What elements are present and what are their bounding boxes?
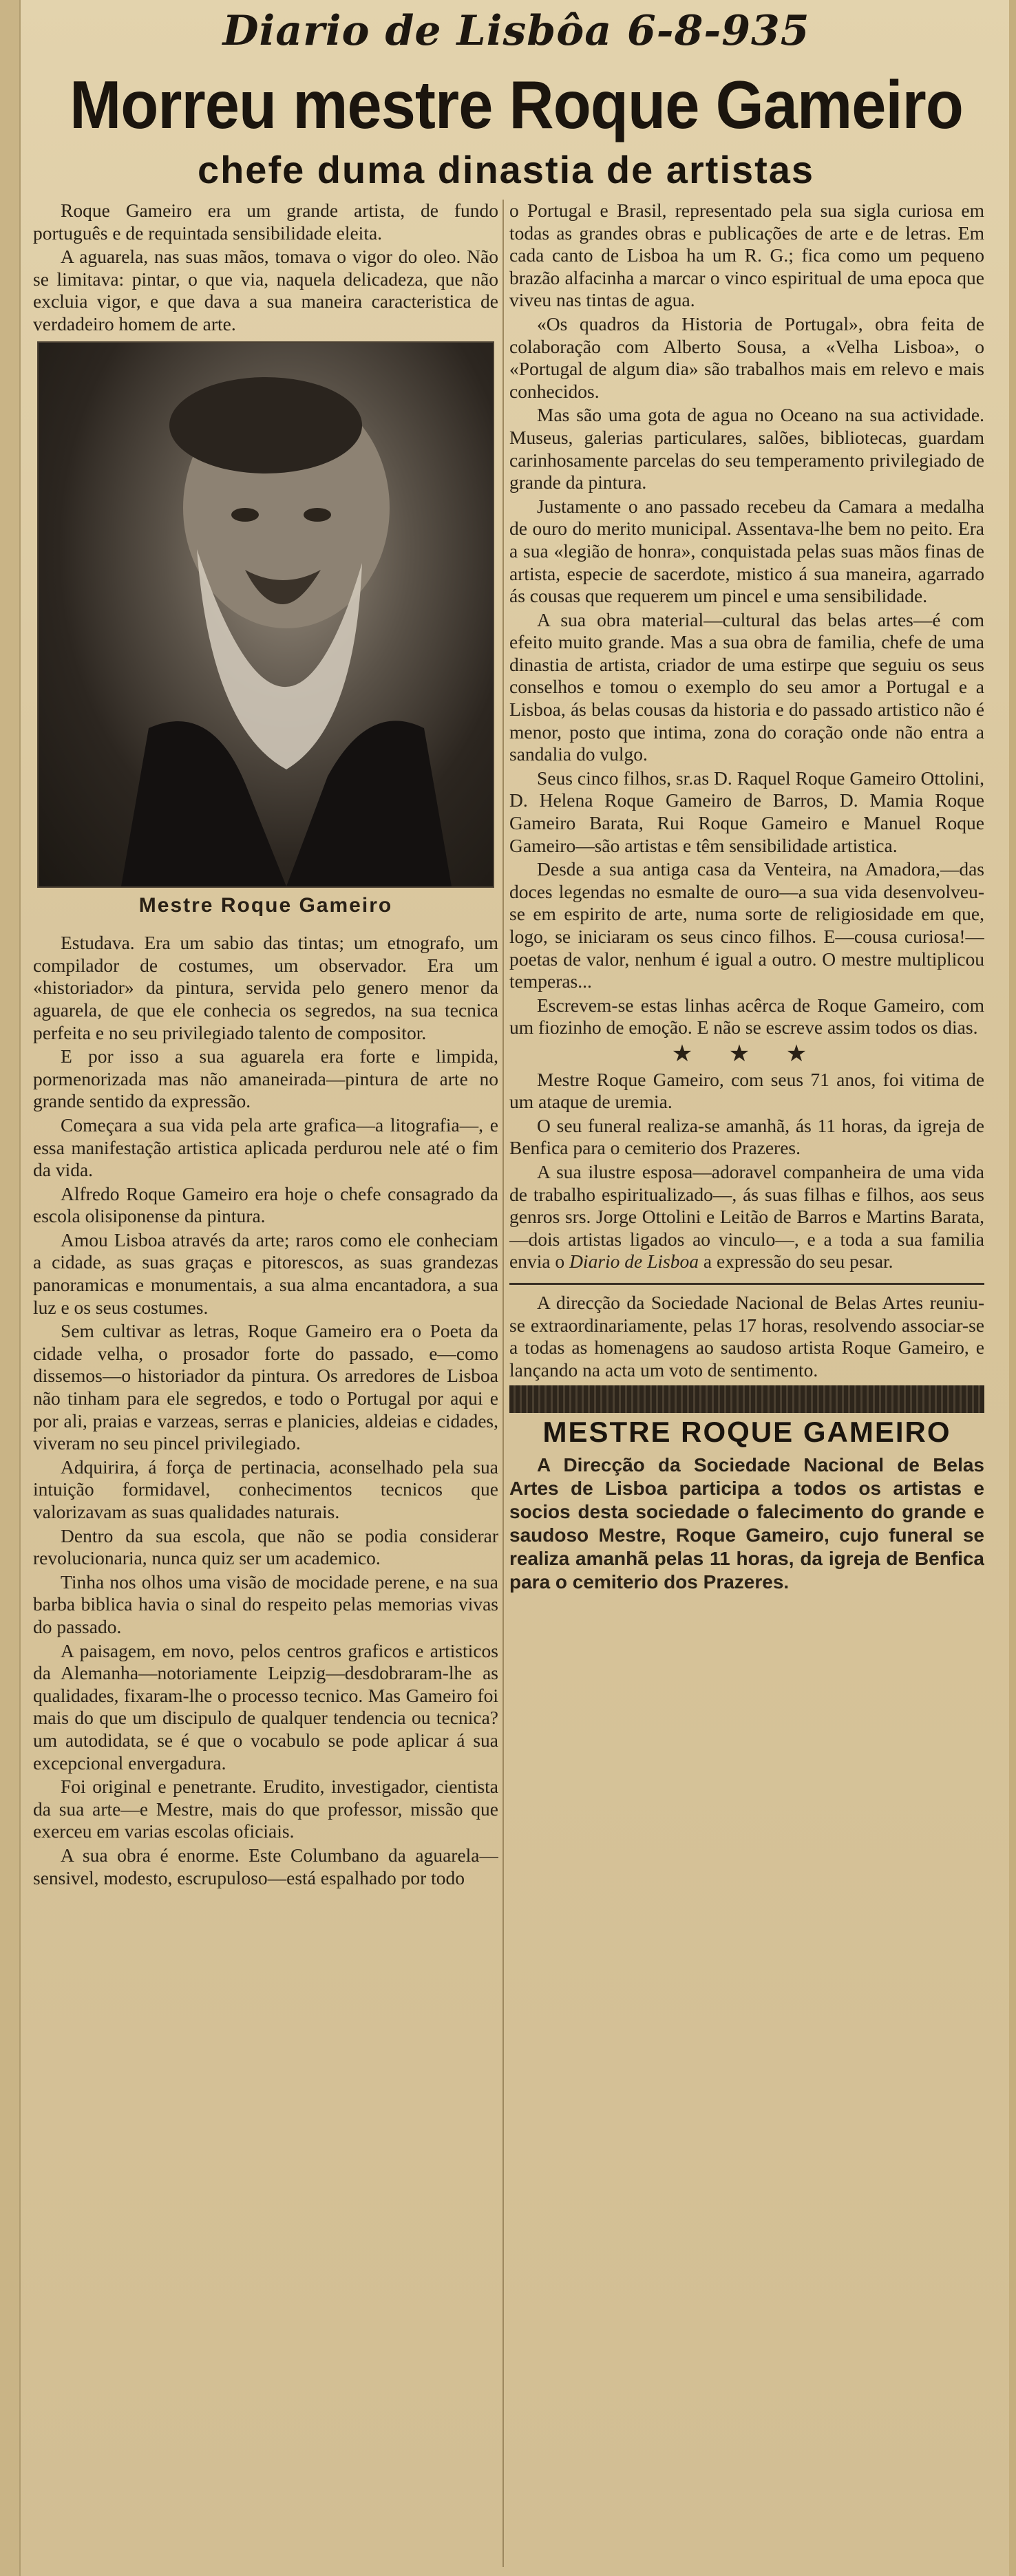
paragraph: o Portugal e Brasil, representado pela sua sigla curiosa em todas as grandes obras e publicações de arte e de letras. Em cada canto de Lisboa ha um R. G.; fica como um pequeno brazão alfacinha a marcar o vinco espiritual de uma epoca que viveu nas tintas de agua. <box>509 200 984 311</box>
paragraph: Estudava. Era um sabio das tintas; um etnografo, um compilador de costumes, um observador. Era um «historiador» da pintura, servida pelo genero menor da aguarela, de que ele conhecia os segredos, na sua tecnica perfeita e no seu privilegiado talento de compositor. <box>33 932 498 1043</box>
paragraph: Mestre Roque Gameiro, com seus 71 anos, foi vitima de um ataque de uremia. <box>509 1068 984 1113</box>
paragraph-text: A sua ilustre esposa—adoravel companheira de uma vida de trabalho espiritualizado—, ás suas filhas e filhos, aos seus genros srs. Jorge Ottolini e Leitão de Barros e Martins Barata,—dois artistas ligados ao vinculo—, e a toda a sua familia envia o <box>509 1160 984 1273</box>
paragraph: A sua obra é enorme. Este Columbano da aguarela—sensivel, modesto, escrupuloso—está espalhado por todo <box>33 1844 498 1888</box>
paragraph: «Os quadros da Historia de Portugal», obra feita de colaboração com Alberto Sousa, a «Velha Lisboa», o «Portugal de algum dia» são trabalhos mais em relevo e mais conhecidos. <box>509 312 984 402</box>
paragraph: Foi original e penetrante. Erudito, investigador, cientista da sua arte—e Mestre, mais do que professor, missão que exerceu em varias escolas oficiais. <box>33 1776 498 1842</box>
paragraph: Justamente o ano passado recebeu da Camara a medalha de ouro do merito municipal. Assentava-lhe bem no peito. Era a sua «legião de honra», conquistada pelas suas mãos finas de artista, especie de sacerdote, mistico á sua maneira, agarrado ás cousas que requerem um pincel e uma sensibilidade. <box>509 495 984 607</box>
paragraph: A aguarela, nas suas mãos, tomava o vigor do oleo. Não se limitava: pintar, o que via, naquela delicadeza, que não excluia vigor, e que dava a sua maneira caracteristica de verdadeiro homem de arte. <box>33 246 498 334</box>
paragraph: Dentro da sua escola, que não se podia considerar revolucionaria, nunca quiz ser um academico. <box>33 1524 498 1569</box>
notice-text: A Direcção da Sociedade Nacional de Belas Artes de Lisboa participa a todos os artistas e socios desta sociedade o falecimento do grande e saudoso Mestre, Roque Gameiro, cujo funeral se realiza amanhã pelas 11 horas, da igreja de Benfica para o cemiterio dos Prazeres. <box>509 1454 984 1593</box>
paragraph: Sem cultivar as letras, Roque Gameiro era o Poeta da cidade velha, o prosador forte do passado, e—como dissemos—o historiador da pintura. Os arredores de Lisboa não tinham para ele segredos, e todo o Portugal por aqui e por ali, praias e varzeas, serras e planicies, aldeias e cidades, viveram no seu pincel privilegiado. <box>33 1320 498 1454</box>
portrait-illustration <box>39 343 493 886</box>
paragraph: Seus cinco filhos, sr.as D. Raquel Roque Gameiro Ottolini, D. Helena Roque Gameiro de Barros, D. Mamia Roque Gameiro Barata, Rui Roque Gameiro e Manuel Roque Gameiro—são artistas e têm sensibilidade artistica. <box>509 767 984 856</box>
paragraph: O seu funeral realiza-se amanhã, ás 11 horas, da igreja de Benfica para o cemiterio dos Prazeres. <box>509 1114 984 1159</box>
paragraph <box>509 1161 984 1273</box>
adjacent-column-edge-right <box>1009 0 1016 2576</box>
divider-rule <box>509 1283 984 1285</box>
portrait-photo <box>37 341 494 888</box>
paragraph: E por isso a sua aguarela era forte e limpida, pormenorizada mas não amaneirada—pintura de arte no grande sentido da expressão. <box>33 1045 498 1112</box>
newspaper-name: Diario de Lisboa <box>569 1250 699 1273</box>
section-separator-stars: ★ ★ ★ <box>671 1041 823 1067</box>
column-divider <box>502 200 504 2567</box>
paragraph: A direcção da Sociedade Nacional de Belas Artes reuniu-se extraordinariamente, pelas 17 horas, resolvendo associar-se a todas as homenagens ao saudoso artista Roque Gameiro, e lançando na acta um voto de sentimento. <box>509 1291 984 1381</box>
paragraph: Amou Lisboa através da arte; raros como ele conheciam a cidade, as suas graças e pitorescos, as suas grandezas panoramicas e monumentais, a sua alma encantadora, a sua luz e os seus costumes. <box>33 1228 498 1318</box>
paragraph-text: a expressão do seu pesar. <box>699 1250 893 1273</box>
notice-banner-bar <box>509 1385 984 1413</box>
masthead: Diario de Lisbôa 6-8-935 <box>222 7 810 55</box>
paragraph: Desde a sua antiga casa da Venteira, na Amadora,—das doces legendas no esmalte de ouro—a sua vida desenvolveu-se em espirito de arte, numa sorte de religiosidade em que, logo, se iniciaram os seus cinco filhos. E—cousa curiosa!—poetas de valor, nenhum é igual a outro. O mestre multiplicou temperas... <box>509 858 984 992</box>
subheadline: chefe duma dinastia de artistas <box>197 148 815 191</box>
article-column-2 <box>509 200 984 2567</box>
adjacent-column-edge <box>0 0 21 2576</box>
paragraph: Adquirira, á força de pertinacia, aconselhado pela sua intuição formidavel, conhecimentos tecnicos que valorizavam as suas qualidades naturais. <box>33 1456 498 1522</box>
paragraph: Mas são uma gota de agua no Oceano na sua actividade. Museus, galerias particulares, salões, bibliotecas, guardam carinhosamente parcelas do seu temperamento privilegiado de grande da pintura. <box>509 404 984 493</box>
notice-title: MESTRE ROQUE GAMEIRO <box>542 1416 951 1449</box>
article-column-1 <box>33 200 498 2567</box>
headline: Morreu mestre Roque Gameiro <box>70 67 963 142</box>
paragraph: A paisagem, em novo, pelos centros graficos e artisticos da Alemanha—notoriamente Leipzig—desdobraram-lhe as qualidades, fixaram-lhe o processo tecnico. Mas Gameiro foi mais do que um discipulo de qualquer tendencia ou tecnica?um autodidata, se é que o vocabulo se pode aplicar á sua excepcional envergadura. <box>33 1639 498 1774</box>
paragraph: Alfredo Roque Gameiro era hoje o chefe consagrado da escola olisiponense da pintura. <box>33 1182 498 1227</box>
paragraph: Roque Gameiro era um grande artista, de fundo português e de requintada sensibilidade eleita. <box>33 200 498 244</box>
paragraph: Tinha nos olhos uma visão de mocidade perene, e na sua barba biblica havia o sinal do respeito pelas memorias vivas do passado. <box>33 1571 498 1637</box>
paragraph: Começara a sua vida pela arte grafica—a litografia—, e essa manifestação artistica aplicada perdurou nele até o fim da vida. <box>33 1114 498 1181</box>
paragraph: Escrevem-se estas linhas acêrca de Roque Gameiro, com um fiozinho de emoção. E não se escreve assim todos os dias. <box>509 994 984 1039</box>
photo-caption: Mestre Roque Gameiro <box>138 893 393 917</box>
paragraph: A sua obra material—cultural das belas artes—é com efeito muito grande. Mas a sua obra de familia, chefe de uma dinastia de artista, criador de uma estirpe que seguiu os seus conselhos e tomou o exemplo do seu amor a Portugal e a Lisboa, ás belas cousas da historia e do passado artistico não é menor, posto que intima, zona do coração onde não entra a sandalia do vulgo. <box>509 608 984 765</box>
